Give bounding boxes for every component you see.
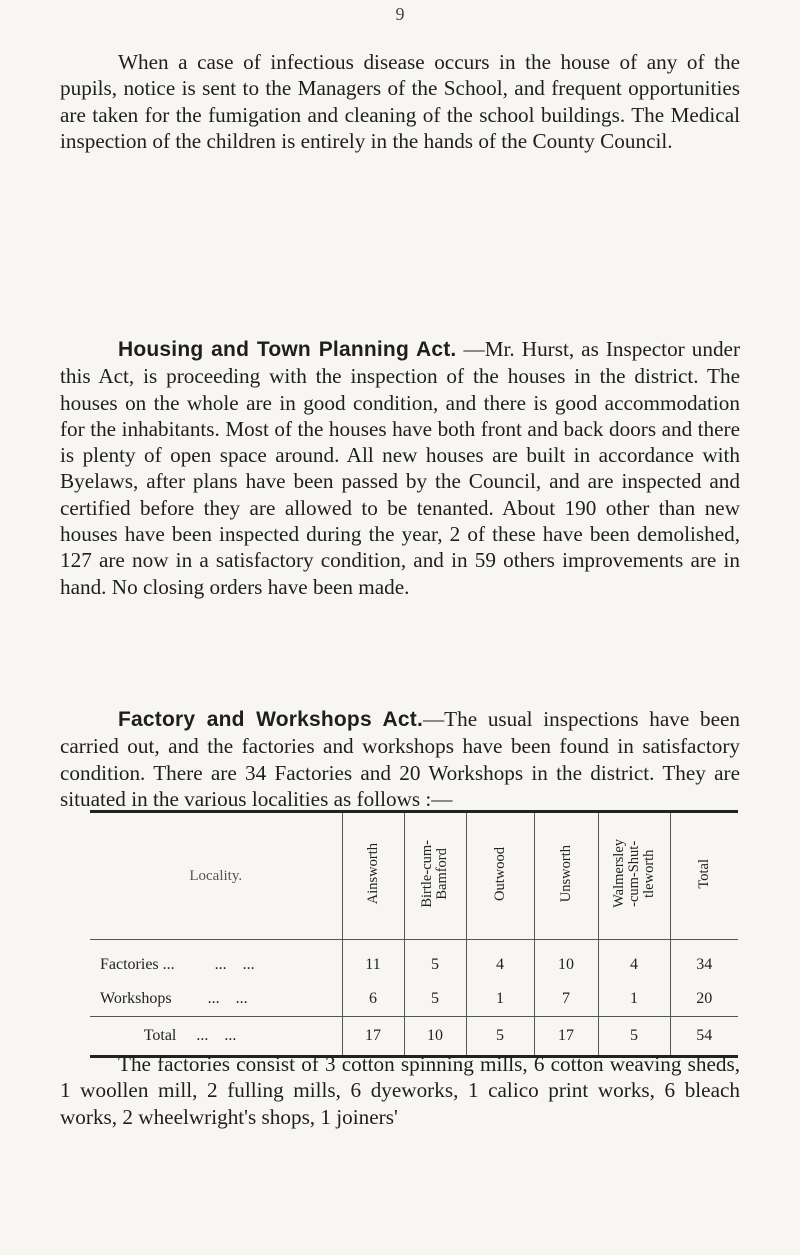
table-cell: 4 bbox=[466, 940, 534, 983]
row-label: Factories ... ... ... bbox=[100, 956, 255, 973]
heading-housing-act: Housing and Town Planning Act. bbox=[118, 338, 457, 361]
paragraph-housing bbox=[60, 336, 740, 600]
column-header-birtle-cum-bamford: Birtle-cum- Bamford bbox=[404, 812, 466, 940]
row-label: Total ... ... bbox=[90, 1017, 342, 1057]
column-header-total: Total bbox=[670, 812, 738, 940]
table-cell: 4 bbox=[598, 940, 670, 983]
factory-body-text: —The usual inspections have been carried out, and the factories and workshops have been found in satisfactory condition. There are 34 Factories and 20 Workshops in the district. They are situated in the various localities as follows :— bbox=[60, 707, 740, 811]
table-cell: 10 bbox=[534, 940, 598, 983]
column-header-outwood: Outwood bbox=[466, 812, 534, 940]
paragraph-factories-consist: The factories consist of 3 cotton spinning mills, 6 cotton weaving sheds, 1 woollen mill, 2 fulling mills, 6 dyeworks, 1 calico print works, 6 bleach works, 2 wheelwright's shops, 1 joiners' bbox=[60, 1052, 740, 1129]
heading-factory-act: Factory and Workshops Act. bbox=[118, 708, 423, 731]
table-cell: 34 bbox=[670, 940, 738, 983]
column-header-unsworth: Unsworth bbox=[534, 812, 598, 940]
row-label: Workshops ... ... bbox=[100, 990, 248, 1007]
table-cell: 54 bbox=[670, 1017, 738, 1057]
table-cell: 5 bbox=[598, 1017, 670, 1057]
table-cell: 1 bbox=[598, 982, 670, 1017]
table-cell: 17 bbox=[342, 1017, 404, 1057]
table-cell: 7 bbox=[534, 982, 598, 1017]
locality-table bbox=[90, 810, 738, 1058]
table-cell: 6 bbox=[342, 982, 404, 1017]
table-cell: 17 bbox=[534, 1017, 598, 1057]
table-row-factories bbox=[90, 940, 738, 983]
housing-body-text: —Mr. Hurst, as Inspector under this Act, is proceeding with the inspection of the houses in the district. The houses on the whole are in good condition, and there is good accommodation for the inhabitants. Most of the houses have both front and back doors and there is plenty of open space around. All new houses are built in accordance with Byelaws, after plans have been passed by the Council, and are inspected and certified before they are allowed to be tenanted. About 190 other than new houses have been inspected during the year, 2 of these have been demolished, 127 are now in a satisfactory condition, and in 59 others improvements are in hand. No closing orders have been made. bbox=[60, 337, 740, 599]
column-header-walmersley: Walmersley -cum-Shut- tleworth bbox=[598, 812, 670, 940]
locality-table-wrapper bbox=[90, 810, 738, 1058]
table-cell: 20 bbox=[670, 982, 738, 1017]
column-header-ainsworth: Ainsworth bbox=[342, 812, 404, 940]
paragraph-infectious-disease: When a case of infectious disease occurs in the house of any of the pupils, notice is sent to the Managers of the School, and frequent opportunities are taken for the fumigation and cleaning of the school buildings. The Medical inspection of the children is entirely in the hands of the County Council. bbox=[60, 50, 740, 153]
table-row-workshops bbox=[90, 982, 738, 1017]
table-header-row bbox=[90, 812, 738, 940]
table-cell: 5 bbox=[466, 1017, 534, 1057]
page-number: 9 bbox=[395, 4, 405, 24]
paragraph-factory bbox=[60, 706, 740, 812]
locality-header: Locality. bbox=[90, 812, 342, 940]
table-cell: 11 bbox=[342, 940, 404, 983]
table-cell: 5 bbox=[404, 940, 466, 983]
table-cell: 10 bbox=[404, 1017, 466, 1057]
table-cell: 1 bbox=[466, 982, 534, 1017]
table-cell: 5 bbox=[404, 982, 466, 1017]
